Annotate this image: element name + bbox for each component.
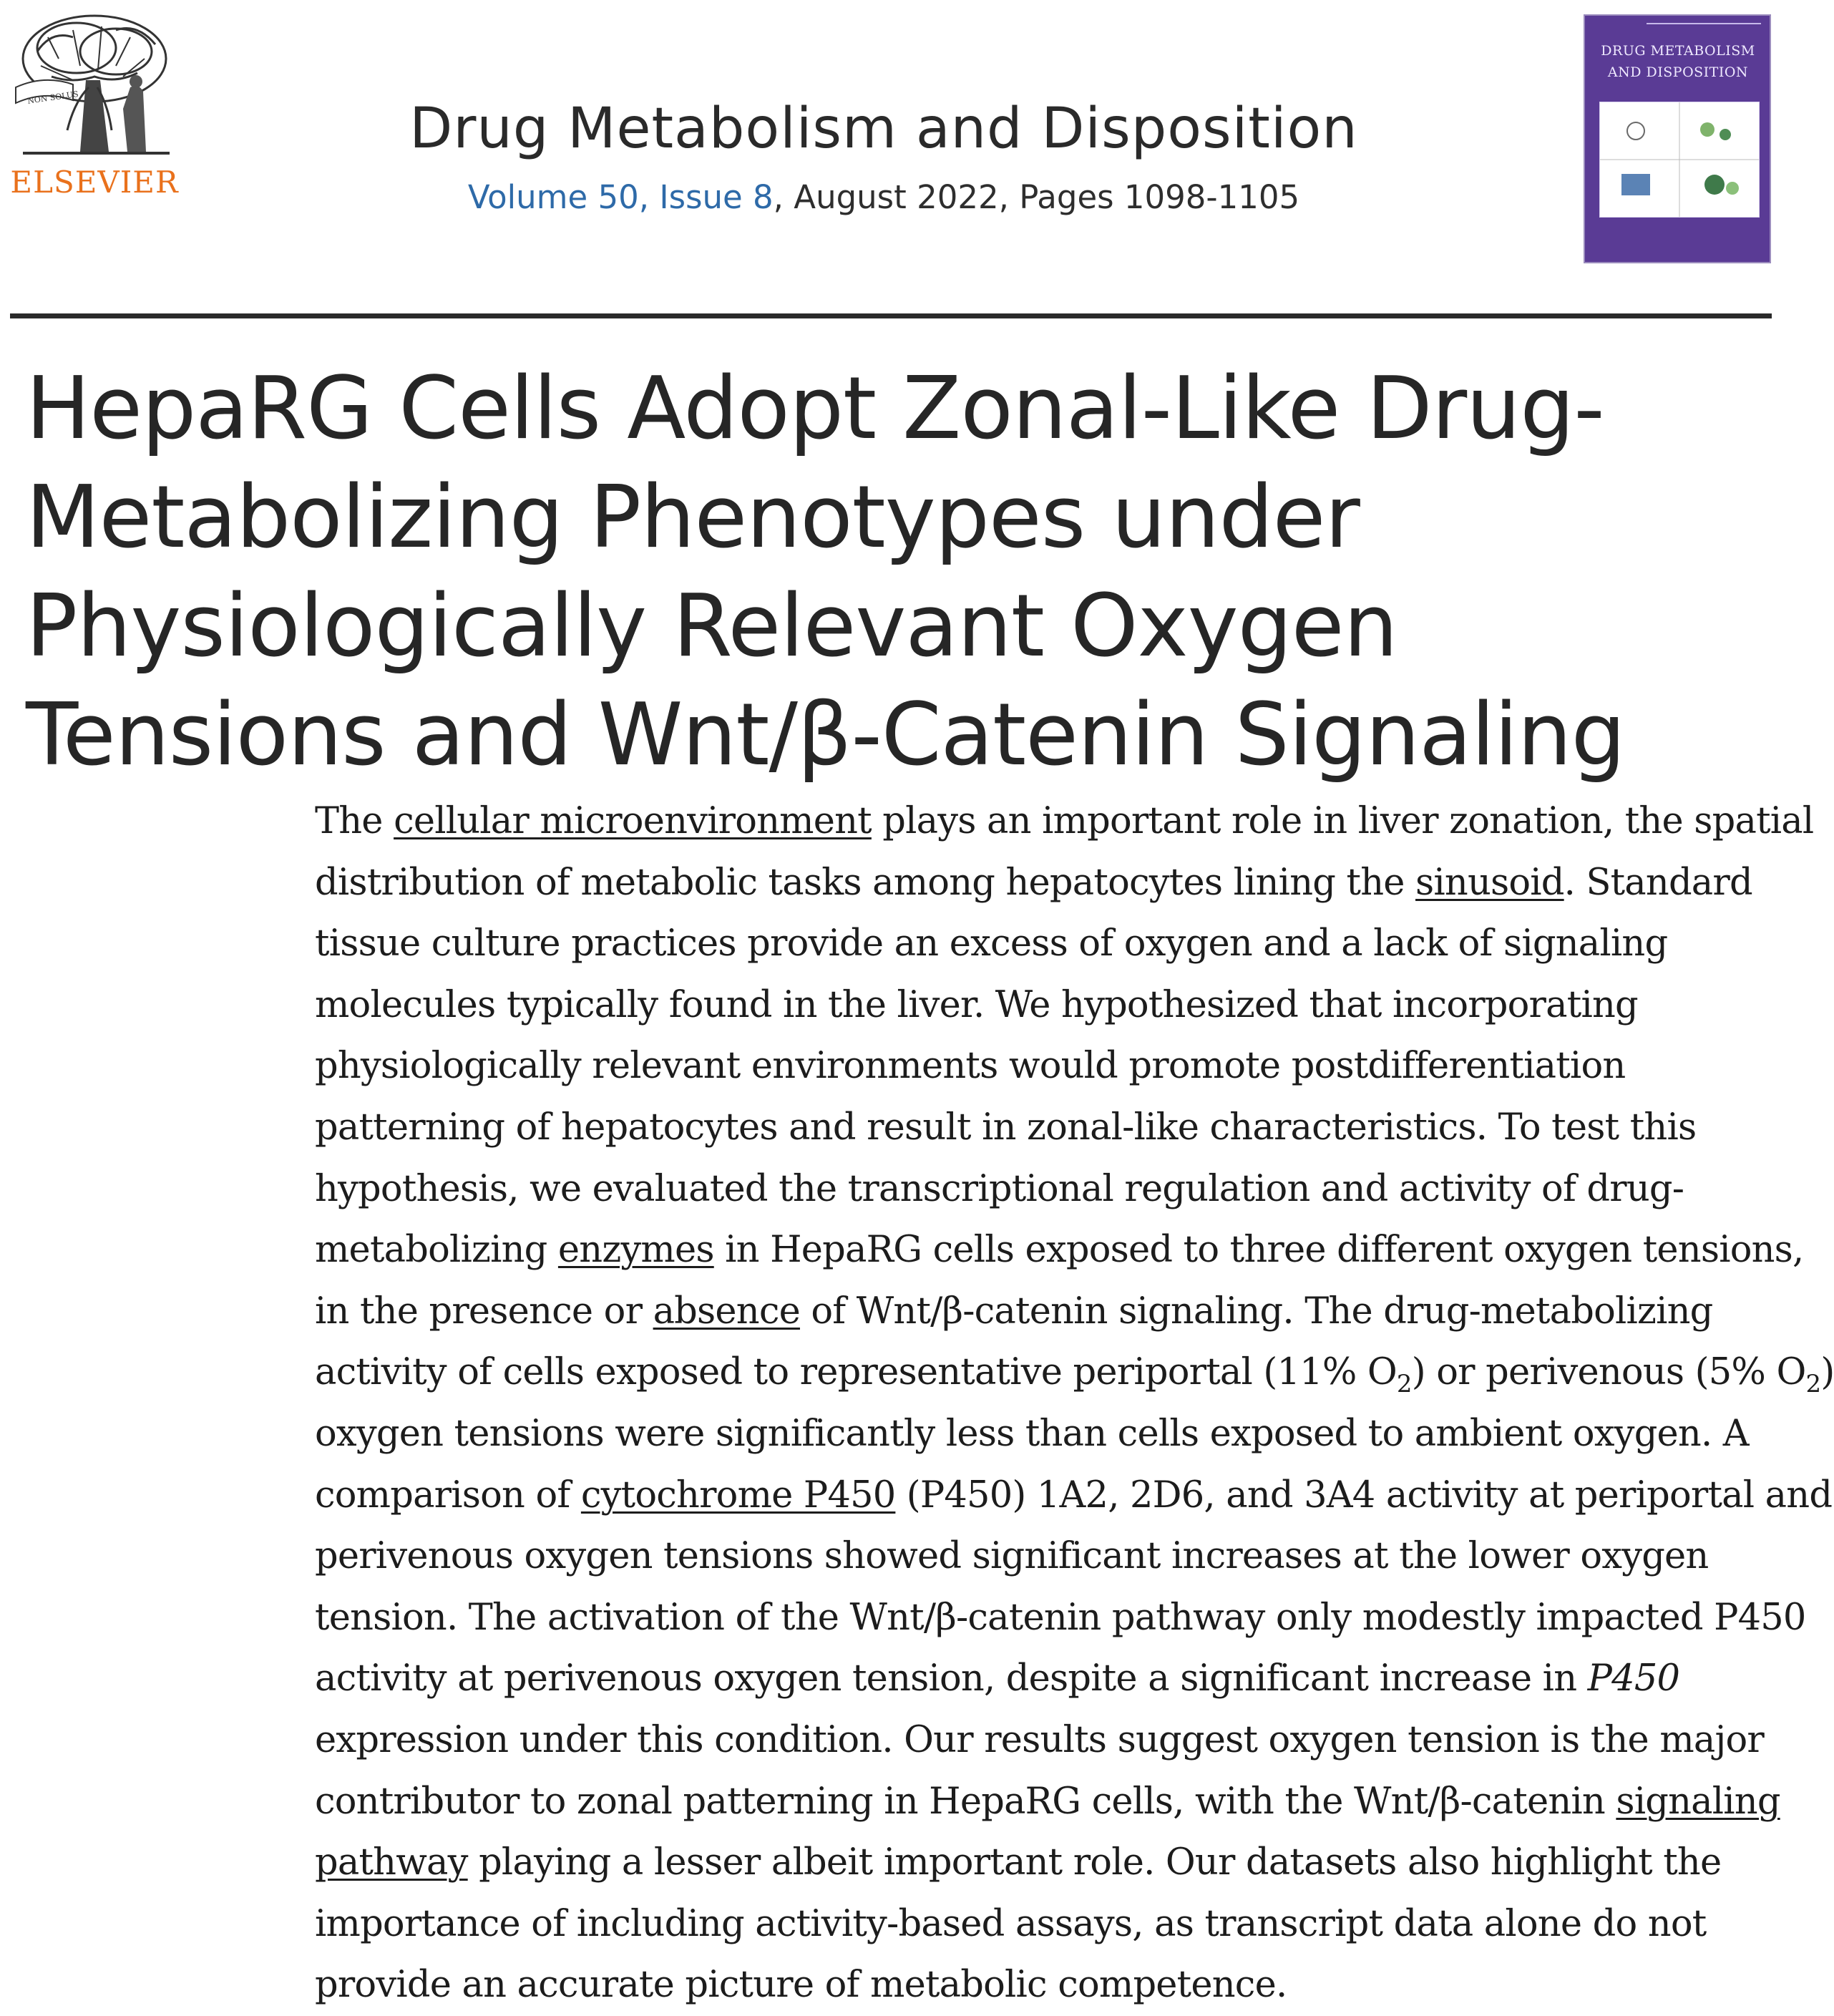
abstract-line: comparison of cytochrome P450 (P450) 1A2, 2D6, and 3A4 activity at periportal and (315, 1474, 1833, 1516)
link-signaling-pathway[interactable]: signaling (1616, 1780, 1780, 1823)
cover-title (1594, 40, 1762, 83)
abstract-body (315, 791, 1834, 2016)
publisher-name: ELSEVIER (10, 165, 179, 200)
elsevier-tree-emblem (9, 9, 180, 159)
abstract-line: pathway playing a lesser albeit important role. Our datasets also highlight the (315, 1841, 1722, 1884)
publisher-logo[interactable] (9, 9, 180, 202)
cover-title-line2: AND DISPOSITION (1607, 64, 1749, 80)
abstract-line: contributor to zonal patterning in HepaRG cells, with the Wnt/β-catenin signaling (315, 1780, 1780, 1823)
article-title: HepaRG Cells Adopt Zonal-Like Drug-Metabolizing Phenotypes under Physiologically Relevant Oxygen Tensions and Wnt/β-Catenin Signaling (26, 359, 1625, 785)
link-enzymes[interactable]: enzymes (557, 1229, 714, 1272)
journal-issue-info (301, 176, 1467, 219)
link-sinusoid[interactable]: sinusoid (1415, 861, 1564, 904)
abstract-line: expression under this condition. Our results suggest oxygen tension is the major (315, 1718, 1764, 1761)
link-signaling-pathway-cont[interactable]: pathway (315, 1841, 468, 1884)
abstract-line: tissue culture practices provide an excess of oxygen and a lack of signaling (315, 922, 1668, 965)
abstract-line: hypothesis, we evaluated the transcriptional regulation and activity of drug- (315, 1167, 1684, 1210)
abstract-line: The cellular microenvironment plays an important role in liver zonation, the spatial (315, 800, 1814, 842)
cover-title-line1: DRUG METABOLISM (1601, 43, 1755, 59)
cover-figure-panel (1599, 102, 1760, 218)
abstract-line: activity at perivenous oxygen tension, despite a significant increase in P450 (315, 1657, 1680, 1700)
abstract-line: molecules typically found in the liver. We hypothesized that incorporating (315, 983, 1638, 1026)
abstract-line: activity of cells exposed to representative periportal (11% $O_2$) or perivenous (5% $O_2$) (315, 1351, 1834, 1399)
abstract-line: perivenous oxygen tensions showed significant increases at the lower oxygen (315, 1535, 1709, 1578)
abstract-line: physiologically relevant environments would promote postdifferentiation (315, 1045, 1626, 1088)
journal-title[interactable]: Drug Metabolism and Disposition (409, 97, 1358, 161)
link-cellular-microenvironment[interactable]: cellular microenvironment (394, 800, 872, 842)
abstract-line: distribution of metabolic tasks among hepatocytes lining the sinusoid. Standard (315, 861, 1752, 904)
abstract-line: provide an accurate picture of metabolic competence. (315, 1964, 1287, 2007)
abstract-line: importance of including activity-based assays, as transcript data alone do not (315, 1902, 1707, 1945)
issue-details: , August 2022, Pages 1098-1105 (773, 178, 1300, 216)
logo-banner-motto: NON SOLUS (26, 89, 79, 106)
journal-header (301, 93, 1467, 219)
abstract-line: metabolizing enzymes in HepaRG cells exposed to three different oxygen tensions, (315, 1229, 1804, 1272)
issue-link[interactable]: Volume 50, Issue 8 (467, 178, 774, 216)
link-cytochrome-p450[interactable]: cytochrome P450 (580, 1474, 896, 1516)
cover-meta-line (1647, 23, 1761, 30)
abstract-line: tension. The activation of the Wnt/β-catenin pathway only modestly impacted P450 (315, 1596, 1806, 1639)
abstract-line: in the presence or absence of Wnt/β-catenin signaling. The drug-metabolizing (315, 1290, 1713, 1333)
header-divider (10, 313, 1772, 318)
journal-cover-thumbnail[interactable] (1584, 14, 1771, 263)
abstract-line: oxygen tensions were significantly less than cells exposed to ambient oxygen. A (315, 1412, 1749, 1455)
cover-figure-graphic (1600, 102, 1759, 217)
abstract-line: patterning of hepatocytes and result in zonal-like characteristics. To test this (315, 1106, 1697, 1149)
link-absence[interactable]: absence (653, 1290, 800, 1333)
